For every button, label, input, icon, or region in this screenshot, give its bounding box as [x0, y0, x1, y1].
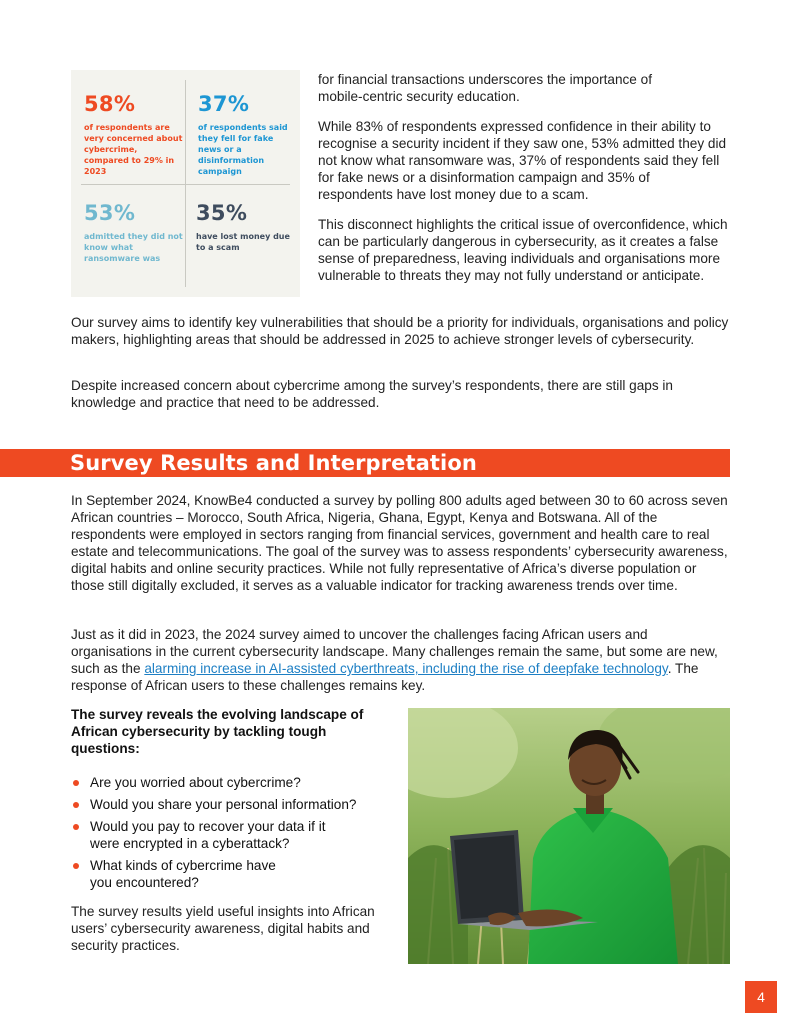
stat-fake-news	[198, 92, 298, 177]
section-paragraph-2	[71, 626, 729, 694]
question-text: Would you pay to recover your data if it were encrypted in a cyberattack?	[90, 819, 326, 852]
questions-list	[71, 774, 401, 897]
stat-value: 35%	[196, 201, 248, 225]
bullet-icon	[73, 863, 79, 869]
stat-description: have lost money due to a scam	[196, 232, 290, 252]
intro-paragraph-1: Our survey aims to identify key vulnerabilities that should be a priority for individuals, organisations and policy makers, highlighting areas that should be addressed in 2025 to achieve stronger levels of cybersecurity.	[71, 315, 729, 348]
photo-woman-with-laptop	[408, 708, 730, 964]
intro-paragraph-2: Despite increased concern about cybercrime among the survey’s respondents, there are still gaps in knowledge and practice that need to be addressed.	[71, 378, 673, 411]
section-banner	[0, 449, 730, 477]
stat-concerned	[84, 92, 184, 177]
stats-divider-horizontal	[81, 184, 290, 185]
right-paragraph-2: While 83% of respondents expressed confidence in their ability to recognise a security incident if they saw one, 53% admitted they did not know what ransomware was, 37% of respondents said they fell for fake news or a disinformation campaign and 35% of respondents have lost money due to a scam.	[318, 119, 727, 203]
list-item	[71, 796, 401, 813]
list-item	[71, 774, 401, 791]
bullet-icon	[73, 802, 79, 808]
bullet-icon	[73, 824, 79, 830]
list-item	[71, 857, 401, 891]
photo-illustration	[408, 708, 730, 964]
deepfake-article-link[interactable]: alarming increase in AI-assisted cyberthreats, including the rise of deepfake technology	[144, 661, 668, 677]
right-paragraph-3: This disconnect highlights the critical issue of overconfidence, which can be particularly dangerous in cybersecurity, as it creates a false sense of preparedness, leaving individuals and organisations more vulnerable to threats they may not fully understand or anticipate.	[318, 217, 728, 284]
stat-ransomware	[84, 201, 184, 264]
stat-description: of respondents said they fell for fake news or a disinformation campaign	[198, 123, 288, 176]
stat-value: 37%	[198, 92, 250, 116]
stat-description: of respondents are very concerned about cybercrime, compared to 29% in 2023	[84, 123, 183, 176]
stat-description: admitted they did not know what ransomware was	[84, 232, 183, 263]
list-item	[71, 818, 401, 852]
question-text: Would you share your personal information?	[90, 797, 357, 813]
stat-value: 58%	[84, 92, 136, 116]
stat-scam	[196, 201, 296, 253]
paragraph-text: . The response of African users to these challenges remains key.	[71, 661, 699, 694]
right-paragraph-1: for financial transactions underscores the importance of mobile-centric security education.	[318, 72, 652, 105]
section-title: Survey Results and Interpretation	[70, 451, 477, 475]
stat-value: 53%	[84, 201, 136, 225]
question-text: What kinds of cybercrime have you encountered?	[90, 858, 276, 891]
closing-paragraph: The survey results yield useful insights into African users’ cybersecurity awareness, digital habits and security practices.	[71, 904, 375, 954]
questions-lead: The survey reveals the evolving landscape of African cybersecurity by tackling tough questions:	[71, 707, 364, 757]
page-number-badge: 4	[745, 981, 777, 1013]
paragraph-text: Just as it did in 2023, the 2024 survey aimed to uncover the challenges facing African users and organisations in the current cybersecurity landscape. Many challenges remain the same, but some are new, such as the	[71, 627, 718, 677]
question-text: Are you worried about cybercrime?	[90, 775, 301, 790]
bullet-icon	[73, 780, 79, 786]
stats-panel	[71, 70, 300, 297]
section-paragraph-1: In September 2024, KnowBe4 conducted a survey by polling 800 adults aged between 30 to 60 across seven African countries – Morocco, South Africa, Nigeria, Ghana, Egypt, Kenya and Botswana. All of the respondents were employed in sectors ranging from financial services, government and health care to real estate and telecommunications. The goal of the survey was to assess respondents’ cybersecurity awareness, digital habits and online security practices. While not fully representative of Africa’s diverse population or those still digitally excluded, it serves as a valuable indicator for tracking awareness trends over time.	[71, 493, 728, 594]
